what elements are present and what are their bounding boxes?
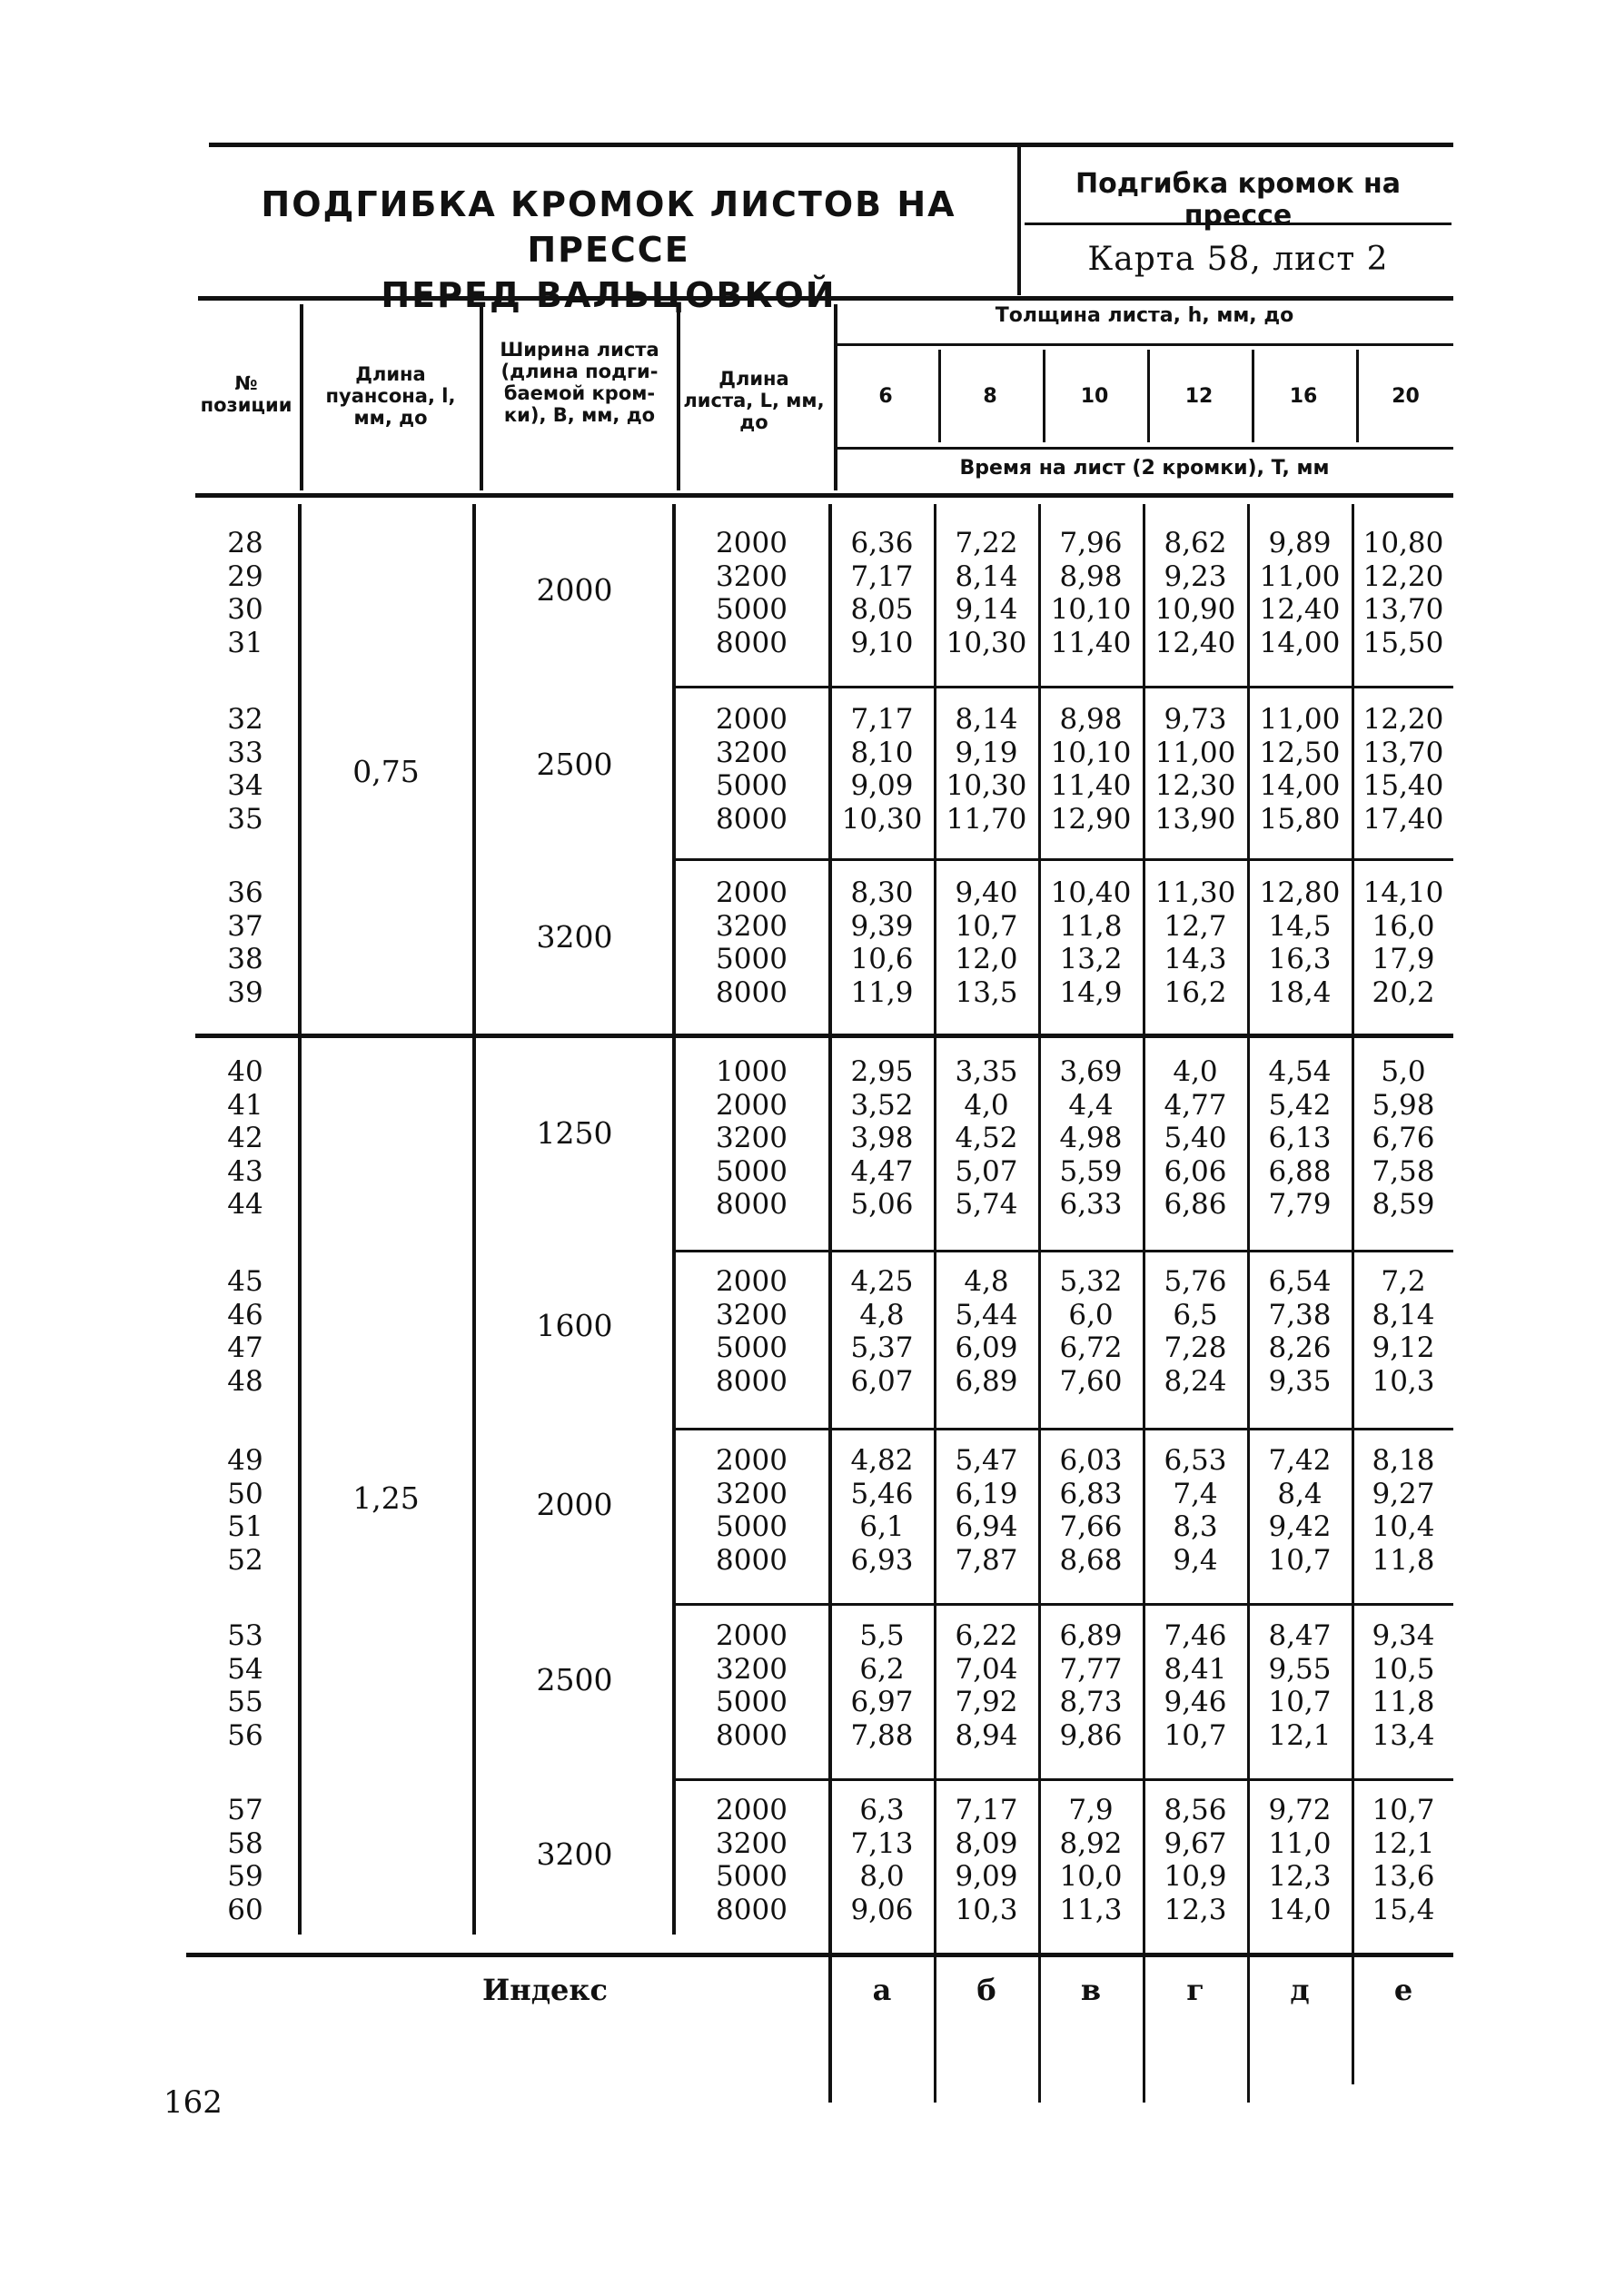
position-numbers: 53 54 55 56 <box>227 1619 263 1752</box>
sheet-width-value: 2000 <box>536 572 613 608</box>
time-values: 7,96 8,98 10,10 11,40 <box>1050 527 1132 659</box>
position-numbers: 36 37 38 39 <box>227 876 263 1009</box>
time-values: 7,17 8,10 9,09 10,30 <box>841 703 923 836</box>
sheet-length-values: 2000 3200 5000 8000 <box>716 1265 788 1398</box>
sheet-width-value: 3200 <box>536 919 613 955</box>
position-numbers: 45 46 47 48 <box>227 1265 263 1398</box>
time-values: 12,80 14,5 16,3 18,4 <box>1259 876 1341 1009</box>
time-values: 8,47 9,55 10,7 12,1 <box>1268 1619 1332 1752</box>
sheet-length-values: 2000 3200 5000 8000 <box>716 1794 788 1926</box>
time-values: 3,35 4,0 4,52 5,07 5,74 <box>955 1055 1018 1221</box>
position-numbers: 57 58 59 60 <box>227 1794 263 1926</box>
thickness-20: 20 <box>1392 385 1420 408</box>
top-rule <box>209 143 1453 147</box>
time-values: 5,5 6,2 6,97 7,88 <box>850 1619 914 1752</box>
time-values: 8,56 9,67 10,9 12,3 <box>1164 1794 1227 1926</box>
title-line-2: ПЕРЕД ВАЛЬЦОВКОЙ <box>381 275 837 315</box>
block-rule-5 <box>672 1428 1453 1430</box>
thickness-6: 6 <box>878 385 893 408</box>
block-rule-1 <box>672 686 1453 688</box>
time-values: 11,30 12,7 14,3 16,2 <box>1154 876 1236 1009</box>
position-numbers: 40 41 42 43 44 <box>227 1055 263 1221</box>
block-rule-7 <box>672 1778 1453 1781</box>
time-values: 7,42 8,4 9,42 10,7 <box>1268 1444 1332 1577</box>
position-numbers: 28 29 30 31 <box>227 527 263 659</box>
thickness-8: 8 <box>983 385 997 408</box>
time-rule <box>836 447 1453 450</box>
position-numbers: 49 50 51 52 <box>227 1444 263 1577</box>
hdr-thick-vline-3 <box>1147 350 1150 442</box>
time-values: 12,20 13,70 15,40 17,40 <box>1362 703 1444 836</box>
title-divider <box>1017 145 1021 295</box>
time-values: 5,32 6,0 6,72 7,60 <box>1059 1265 1123 1398</box>
group-rule <box>195 1034 1453 1038</box>
sheet-length-values: 2000 3200 5000 8000 <box>716 703 788 836</box>
time-values: 7,9 8,92 10,0 11,3 <box>1059 1794 1123 1926</box>
time-values: 9,34 10,5 11,8 13,4 <box>1372 1619 1435 1752</box>
table-bottom-rule <box>186 1953 1453 1957</box>
thickness-header: Толщина листа, h, мм, до <box>995 304 1294 327</box>
hdr-thick-vline-1 <box>938 350 941 442</box>
hdr-vline-2 <box>480 304 483 490</box>
thickness-12: 12 <box>1184 385 1214 408</box>
time-values: 7,17 8,09 9,09 10,3 <box>955 1794 1018 1926</box>
operation-label: Подгибка кромок на прессе <box>1075 168 1401 232</box>
time-values: 6,36 7,17 8,05 9,10 <box>850 527 914 659</box>
time-values: 6,22 7,04 7,92 8,94 <box>955 1619 1018 1752</box>
time-values: 4,25 4,8 5,37 6,07 <box>850 1265 914 1398</box>
time-values: 8,98 10,10 11,40 12,90 <box>1050 703 1132 836</box>
body-vline-position <box>298 504 302 1935</box>
index-g: г <box>1186 1973 1204 2007</box>
index-b: б <box>976 1973 996 2007</box>
page-number: 162 <box>163 2084 223 2121</box>
time-values: 2,95 3,52 3,98 4,47 5,06 <box>850 1055 914 1221</box>
position-numbers: 32 33 34 35 <box>227 703 263 836</box>
block-rule-2 <box>672 858 1453 861</box>
time-values: 8,62 9,23 10,90 12,40 <box>1154 527 1236 659</box>
index-v: в <box>1080 1973 1102 2007</box>
title-line-1: ПОДГИБКА КРОМОК ЛИСТОВ НА ПРЕССЕ <box>261 184 956 270</box>
body-vline-punch <box>472 504 476 1935</box>
time-values: 8,18 9,27 10,4 11,8 <box>1372 1444 1435 1577</box>
time-values: 4,82 5,46 6,1 6,93 <box>850 1444 914 1577</box>
thickness-rule <box>836 343 1453 346</box>
hdr-thick-vline-5 <box>1356 350 1359 442</box>
time-values: 14,10 16,0 17,9 20,2 <box>1362 876 1444 1009</box>
time-values: 7,22 8,14 9,14 10,30 <box>946 527 1027 659</box>
time-values: 6,3 7,13 8,0 9,06 <box>850 1794 914 1926</box>
header-bottom-rule <box>195 493 1453 498</box>
time-values: 3,69 4,4 4,98 5,59 6,33 <box>1059 1055 1123 1221</box>
time-values: 10,7 12,1 13,6 15,4 <box>1372 1794 1435 1926</box>
time-header: Время на лист (2 кромки), T, мм <box>959 457 1330 480</box>
sheet-length-values: 1000 2000 3200 5000 8000 <box>716 1055 788 1221</box>
title-bottom-rule <box>198 296 1453 301</box>
index-a: а <box>872 1973 892 2007</box>
time-values: 5,47 6,19 6,94 7,87 <box>955 1444 1018 1577</box>
sheet-length-values: 2000 3200 5000 8000 <box>716 1619 788 1752</box>
time-values: 5,0 5,98 6,76 7,58 8,59 <box>1372 1055 1435 1221</box>
punch-group-2: 1,25 <box>352 1480 420 1516</box>
card-label: Карта 58, лист 2 <box>1087 241 1389 278</box>
time-values: 11,00 12,50 14,00 15,80 <box>1259 703 1341 836</box>
sheet-width-value: 1250 <box>536 1115 613 1151</box>
hdr-vline-1 <box>300 304 303 490</box>
time-values: 8,14 9,19 10,30 11,70 <box>946 703 1027 836</box>
index-e: е <box>1393 1973 1413 2007</box>
time-values: 5,76 6,5 7,28 8,24 <box>1164 1265 1227 1398</box>
index-label: Индекс <box>482 1973 608 2007</box>
time-values: 9,72 11,0 12,3 14,0 <box>1268 1794 1332 1926</box>
time-values: 6,03 6,83 7,66 8,68 <box>1059 1444 1123 1577</box>
sheet-width-value: 2500 <box>536 1662 613 1697</box>
col-header-sheet-length: Длина листа, L, мм, до <box>683 368 825 433</box>
col-header-punch-length: Длина пуансона, l, мм, до <box>325 363 456 429</box>
hdr-vline-4 <box>834 304 837 490</box>
time-values: 8,30 9,39 10,6 11,9 <box>850 876 914 1009</box>
time-values: 7,2 8,14 9,12 10,3 <box>1372 1265 1435 1398</box>
time-values: 10,40 11,8 13,2 14,9 <box>1050 876 1132 1009</box>
sheet-length-values: 2000 3200 5000 8000 <box>716 1444 788 1577</box>
sheet-length-values: 2000 3200 5000 8000 <box>716 527 788 659</box>
block-rule-6 <box>672 1603 1453 1606</box>
time-values: 10,80 12,20 13,70 15,50 <box>1362 527 1444 659</box>
header-right-rule <box>1025 223 1451 225</box>
body-vline-width <box>672 504 676 1935</box>
punch-group-1: 0,75 <box>352 754 420 789</box>
time-values: 4,54 5,42 6,13 6,88 7,79 <box>1268 1055 1332 1221</box>
time-values: 7,46 8,41 9,46 10,7 <box>1164 1619 1227 1752</box>
col-header-sheet-width: Ширина листа (длина подги-баемой кром-ки), B, мм, до <box>500 339 659 426</box>
time-values: 4,8 5,44 6,09 6,89 <box>955 1265 1018 1398</box>
col-header-position: № позиции <box>200 372 292 416</box>
sheet-width-value: 2000 <box>536 1487 613 1522</box>
hdr-vline-3 <box>677 304 680 490</box>
thickness-10: 10 <box>1080 385 1109 408</box>
sheet-width-value: 1600 <box>536 1308 613 1343</box>
time-values: 9,40 10,7 12,0 13,5 <box>955 876 1018 1009</box>
time-values: 6,53 7,4 8,3 9,4 <box>1164 1444 1227 1577</box>
time-values: 9,73 11,00 12,30 13,90 <box>1154 703 1236 836</box>
time-values: 6,89 7,77 8,73 9,86 <box>1059 1619 1123 1752</box>
sheet-width-value: 2500 <box>536 747 613 782</box>
time-values: 9,89 11,00 12,40 14,00 <box>1259 527 1341 659</box>
hdr-thick-vline-2 <box>1043 350 1045 442</box>
index-d: д <box>1290 1973 1310 2007</box>
block-rule-4 <box>672 1250 1453 1252</box>
thickness-16: 16 <box>1289 385 1318 408</box>
time-values: 4,0 4,77 5,40 6,06 6,86 <box>1164 1055 1227 1221</box>
sheet-width-value: 3200 <box>536 1836 613 1872</box>
sheet-length-values: 2000 3200 5000 8000 <box>716 876 788 1009</box>
hdr-thick-vline-4 <box>1252 350 1254 442</box>
time-values: 6,54 7,38 8,26 9,35 <box>1268 1265 1332 1398</box>
